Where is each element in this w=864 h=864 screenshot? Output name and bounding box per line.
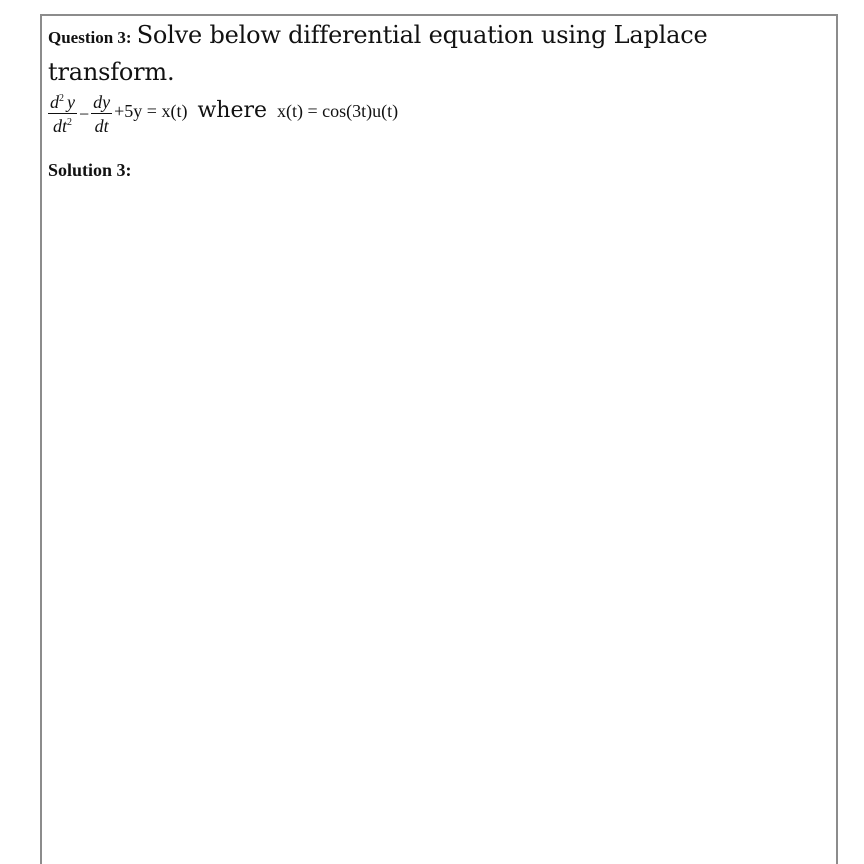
input-signal-definition: x(t) = cos(3t)u(t) — [277, 100, 399, 121]
differential-equation — [48, 88, 398, 140]
first-derivative-denominator: dt — [94, 116, 109, 136]
equation-lhs-rest: +5y = x(t) — [114, 100, 188, 121]
answer-box-border — [40, 14, 838, 864]
minus-sign: − — [79, 103, 90, 124]
second-derivative-numerator: $d^2$ y — [50, 92, 75, 112]
second-derivative-denominator: $dt^2$ — [52, 116, 72, 136]
question-label: Question 3: — [48, 28, 132, 47]
question-text-line1: Solve below differential equation using Laplace — [136, 21, 708, 49]
question-block — [48, 18, 828, 92]
first-derivative-fraction — [91, 92, 112, 136]
where-word: where — [197, 97, 268, 123]
question-text-line2: transform. — [48, 58, 175, 86]
second-derivative-fraction — [48, 92, 77, 136]
first-derivative-numerator: dy — [93, 92, 111, 112]
solution-label: Solution 3: — [48, 160, 132, 180]
